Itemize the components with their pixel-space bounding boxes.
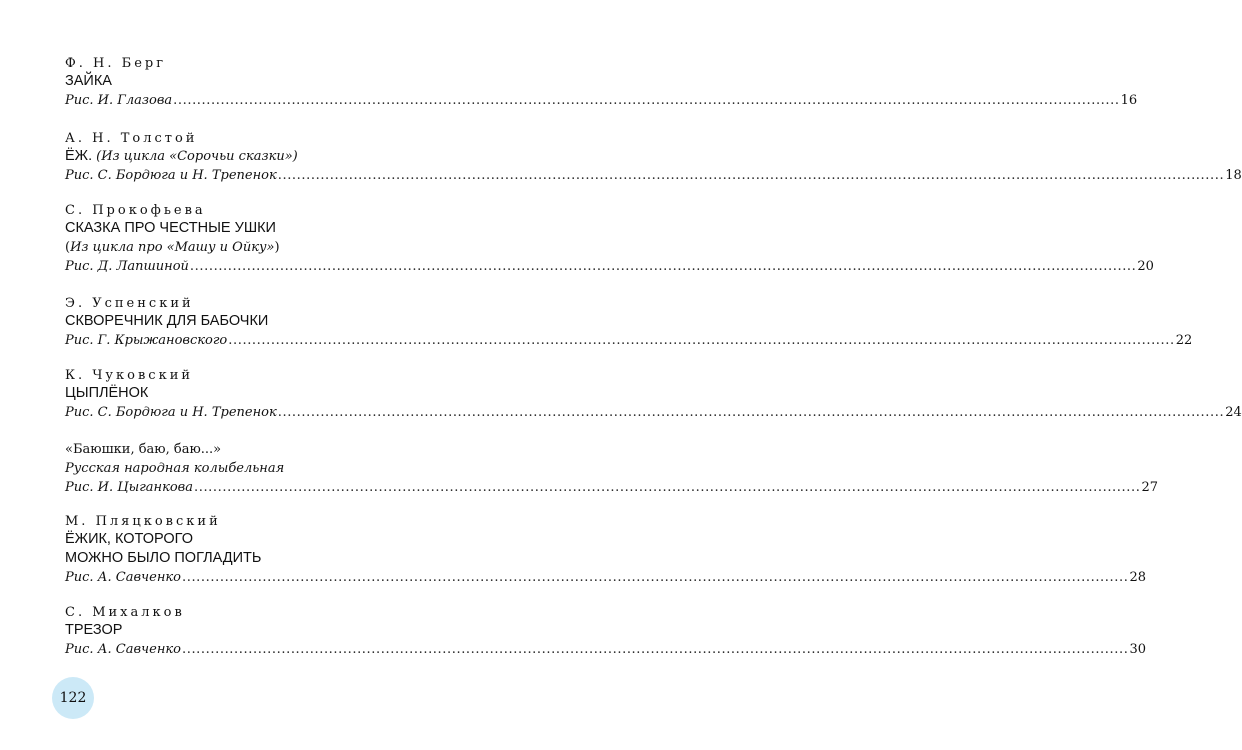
page-ref: 18 — [1225, 168, 1242, 183]
author: М. Пляцковский — [65, 514, 221, 529]
toc-entry — [65, 513, 1146, 587]
illustrator: Рис. Г. Крыжановского — [65, 333, 228, 348]
story-subtitle: Из цикла про «Машу и Ойку» — [70, 240, 275, 255]
author: С. Михалков — [65, 605, 185, 620]
dot-leader: ........................................................................................................................................................................................................ — [228, 333, 1175, 348]
story-subtitle-line — [65, 238, 537, 257]
illustrator-line — [65, 403, 1242, 422]
toc-entry — [65, 367, 1242, 422]
illustrator: Рис. А. Савченко — [65, 642, 181, 657]
paren-close: ) — [274, 240, 280, 255]
dot-leader: ........................................................................................................................................................................................................ — [193, 480, 1141, 495]
toc-entry — [65, 604, 1146, 659]
illustrator: Рис. И. Глазова — [65, 93, 173, 108]
illustrator: Рис. Д. Лапшиной — [65, 259, 189, 274]
story-title-note: (Из цикла «Сорочьи сказки») — [96, 149, 298, 164]
page-number-badge — [52, 677, 94, 719]
story-title-line — [65, 147, 537, 166]
dot-leader: ........................................................................................................................................................................................................ — [181, 570, 1129, 585]
author: К. Чуковский — [65, 368, 194, 383]
story-title-line-1: ЁЖИК, КОТОРОГО — [65, 531, 193, 547]
illustrator-line — [65, 568, 1146, 587]
author: Ф. Н. Берг — [65, 56, 167, 71]
page-number: 122 — [59, 690, 87, 706]
dot-leader: ........................................................................................................................................................................................................ — [173, 93, 1120, 108]
story-title: СКАЗКА ПРО ЧЕСТНЫЕ УШКИ — [65, 220, 276, 236]
story-title: ЗАЙКА — [65, 73, 112, 89]
page-ref: 28 — [1129, 570, 1146, 585]
illustrator-line — [65, 478, 1158, 497]
illustrator: Рис. И. Цыганкова — [65, 480, 193, 495]
illustrator: Рис. А. Савченко — [65, 570, 181, 585]
page-ref: 24 — [1225, 405, 1242, 420]
song-subtitle: Русская народная колыбельная — [65, 461, 285, 476]
illustrator-line — [65, 331, 1193, 350]
illustrator: Рис. С. Бордюга и Н. Трепенок — [65, 405, 277, 420]
page-ref: 30 — [1129, 642, 1146, 657]
illustrator: Рис. С. Бордюга и Н. Трепенок — [65, 168, 277, 183]
toc-entry — [65, 130, 1242, 185]
paren-open: ( — [65, 240, 71, 255]
page-ref: 20 — [1137, 259, 1154, 274]
toc-entry — [65, 55, 1138, 110]
page-ref: 27 — [1141, 480, 1158, 495]
story-title: СКВОРЕЧНИК ДЛЯ БАБОЧКИ — [65, 313, 269, 329]
author: Э. Успенский — [65, 296, 194, 311]
illustrator-line — [65, 257, 1154, 276]
illustrator-line — [65, 640, 1146, 659]
author: С. Прокофьева — [65, 203, 206, 218]
toc-entry — [65, 202, 1154, 276]
dot-leader: ........................................................................................................................................................................................................ — [181, 642, 1129, 657]
page-ref: 22 — [1175, 333, 1193, 348]
story-title-line-2: МОЖНО БЫЛО ПОГЛАДИТЬ — [65, 550, 262, 566]
story-title: ЁЖ. — [65, 148, 93, 164]
dot-leader: ........................................................................................................................................................................................................ — [277, 168, 1225, 183]
toc-entry — [65, 295, 1193, 350]
dot-leader: ........................................................................................................................................................................................................ — [189, 259, 1137, 274]
illustrator-line — [65, 166, 1242, 185]
song-title: «Баюшки, баю, баю...» — [65, 442, 222, 457]
author: А. Н. Толстой — [65, 131, 198, 146]
illustrator-line — [65, 91, 1138, 110]
toc-entry — [65, 440, 1158, 497]
story-title: ТРЕЗОР — [65, 622, 123, 638]
story-title: ЦЫПЛЁНОК — [65, 385, 149, 401]
page-ref: 16 — [1120, 93, 1138, 108]
dot-leader: ........................................................................................................................................................................................................ — [277, 405, 1225, 420]
